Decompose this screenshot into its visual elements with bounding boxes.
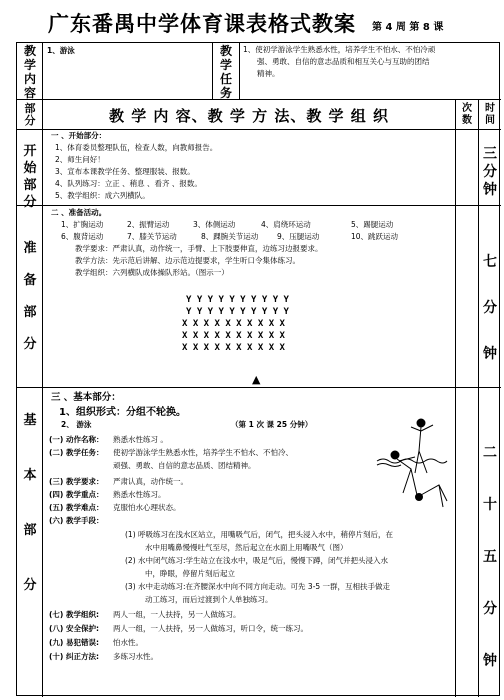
center-header: 教 学 内 容、教 学 方 法、教 学 组 织: [108, 107, 389, 125]
basic-row-label: (三) 教学要求：: [49, 477, 104, 486]
prep-exercise: 8、踝腕关节运动: [201, 232, 259, 241]
start-line-5: 5、教学组织：成六列横队。: [55, 191, 150, 200]
start-line-2: 2、师生问好！: [55, 155, 105, 164]
start-title: 一 、开始部分：: [51, 131, 107, 140]
formation-row: X X X X X X X X X X: [182, 319, 285, 329]
prep-method: 教学方法：先示范后讲解、边示范边提要求，学生听口令集体练习。: [75, 256, 300, 265]
time-header: 时 间: [485, 103, 495, 126]
basic-row-label: (五) 教学难点：: [49, 503, 104, 512]
basic-row-label: (四) 教学重点：: [49, 490, 104, 499]
tail-label: (七) 教学组织:: [49, 610, 99, 619]
start-time-char: 钟: [483, 182, 497, 198]
lesson-plan-table: [16, 42, 500, 696]
task-text-line-2: 强、勇敢、自信的意志品质和相互关心与互助的团结: [257, 57, 430, 66]
task-label: 教 学 任 务: [219, 44, 232, 100]
basic-time-char: 分: [483, 601, 497, 617]
prep-requirements: 教学要求：严肃认真，动作统一，手臂、上下肢要伸直，边练习边报要求。: [75, 244, 323, 253]
page-title: 广东番禺中学体育课表格式教案: [48, 11, 356, 36]
prep-exercise: 9、压腿运动: [277, 232, 320, 241]
basic-row-text: 熟悉水性练习 。: [113, 435, 168, 444]
prep-exercise: 6、腹背运动: [61, 232, 104, 241]
means-line: 水中用嘴鼻慢慢吐气至尽，然后起立在水面上用嘴吸气（图）: [145, 543, 348, 552]
basic-part-label: [19, 393, 41, 613]
means-line: (2) 水中闭气练习:学生站立在浅水中，吸足气后，慢慢下蹲，闭气并把头浸入水: [125, 556, 389, 565]
prep-exercise: 3、体侧运动: [193, 220, 236, 229]
start-time: [479, 145, 501, 199]
prep-exercise: 5、踢腿运动: [351, 220, 394, 229]
basic-title: 三 、基本部分：: [51, 392, 121, 403]
task-text-line-1: 1、使初学游泳学生熟悉水性，培养学生不怕水、不怕冷顽: [243, 45, 436, 54]
content-label: 教 学 内 容: [23, 44, 36, 100]
formation-row: Y Y Y Y Y Y Y Y Y Y: [186, 295, 289, 305]
prep-title: 二 、准备活动。: [51, 208, 107, 217]
teacher-marker: ▲: [252, 373, 261, 386]
means-line: (1) 呼吸练习在浅水区站立，用嘴吸气后，闭气，把头浸入水中，稍停片刻后，在: [125, 530, 394, 539]
title-row: [0, 6, 504, 36]
basic-time-char: 二: [483, 445, 497, 461]
part-header: 部 分: [24, 102, 36, 127]
basic-row-text: 顽强、勇敢、自信的意志品质、团结精神。: [113, 461, 256, 470]
basic-time-char: 钟: [483, 653, 497, 669]
basic-time: [479, 427, 501, 687]
formation-row: X X X X X X X X X X: [182, 331, 285, 341]
basic-row-text: 使初学游泳学生熟悉水性，培养学生不怕水、不怕冷、: [113, 448, 293, 457]
means-line: 中，睁眼，停留片刻后起立: [145, 569, 235, 578]
formation-row: X X X X X X X X X X: [182, 343, 285, 353]
count-header: 次 数: [462, 103, 472, 126]
swimmers-illustration: [375, 415, 449, 513]
content-value: 1、游泳: [47, 46, 75, 55]
tail-text: 怕水性。: [113, 638, 143, 647]
basic-row-text: 严肃认真，动作统一。: [113, 477, 188, 486]
start-line-1: 1、体育委员整理队伍，检查人数，向教师报告。: [55, 143, 218, 152]
basic-row-text: 熟悉水性练习。: [113, 490, 166, 499]
prep-part-label: [19, 233, 41, 361]
week-lesson-label: 第 4 周 第 8 课: [372, 22, 444, 33]
prep-time-char: 分: [483, 300, 497, 316]
tail-text: 两人一组，一人扶持，另一人做练习，听口令，统一练习。: [113, 624, 308, 633]
tail-text: 两人一组，一人扶持，另一人做练习。: [113, 610, 241, 619]
start-line-3: 3、宣布本课教学任务、整理服装、报数。: [55, 167, 195, 176]
prep-exercise: 10、跳跃运动: [351, 232, 399, 241]
basic-row-label: (一) 动作名称：: [49, 435, 104, 444]
tail-text: 多练习水性。: [113, 652, 158, 661]
tail-label: (八) 安全保护:: [49, 624, 99, 633]
basic-row-label: (六) 教学手段：: [49, 516, 104, 525]
prep-time-char: 七: [483, 254, 497, 270]
tail-label: (九) 易犯错误:: [49, 638, 99, 647]
tail-label: (十) 纠正方法:: [49, 652, 99, 661]
prep-organization: 教学组织：六列横队成体操队形站。（图示一）: [75, 268, 229, 277]
prep-time-char: 钟: [483, 346, 497, 362]
basic-item-2: 2、 游泳: [61, 420, 92, 429]
basic-time-char: 五: [483, 549, 497, 565]
start-line-4: 4、队列练习：立正 、稍息 、看齐 、报数。: [55, 179, 202, 188]
basic-row-text: 克服怕水心理状态。: [113, 503, 181, 512]
means-line: (3) 水中走动练习:在齐腰深水中向不同方向走动。可先 3-5 一群，互相扶手做走: [125, 582, 391, 591]
basic-item-1: 1、组织形式：分组不轮换。: [59, 407, 186, 418]
start-time-char: 三: [483, 146, 497, 162]
basic-time-char: 十: [483, 497, 497, 513]
start-time-char: 分: [483, 164, 497, 180]
prep-time: [479, 239, 501, 377]
basic-part-text: 基 本 部 分: [23, 413, 37, 593]
basic-item-2-lesson: （第 1 次 课 25 分钟）: [231, 420, 313, 429]
prep-exercise: 2、振臂运动: [127, 220, 170, 229]
task-text-line-3: 精神。: [257, 69, 280, 78]
prep-exercise: 7、膝关节运动: [127, 232, 177, 241]
start-part-label: 开 始 部 分: [23, 144, 37, 210]
basic-row-label: (二) 教学任务：: [49, 448, 104, 457]
prep-part-text: 准 备 部 分: [23, 241, 37, 352]
formation-row: Y Y Y Y Y Y Y Y Y Y: [186, 307, 289, 317]
means-line: 动工练习，而后过渡到个人单独练习。: [145, 595, 273, 604]
prep-exercise: 1、扩胸运动: [61, 220, 104, 229]
prep-exercise: 4、肩绕环运动: [261, 220, 311, 229]
